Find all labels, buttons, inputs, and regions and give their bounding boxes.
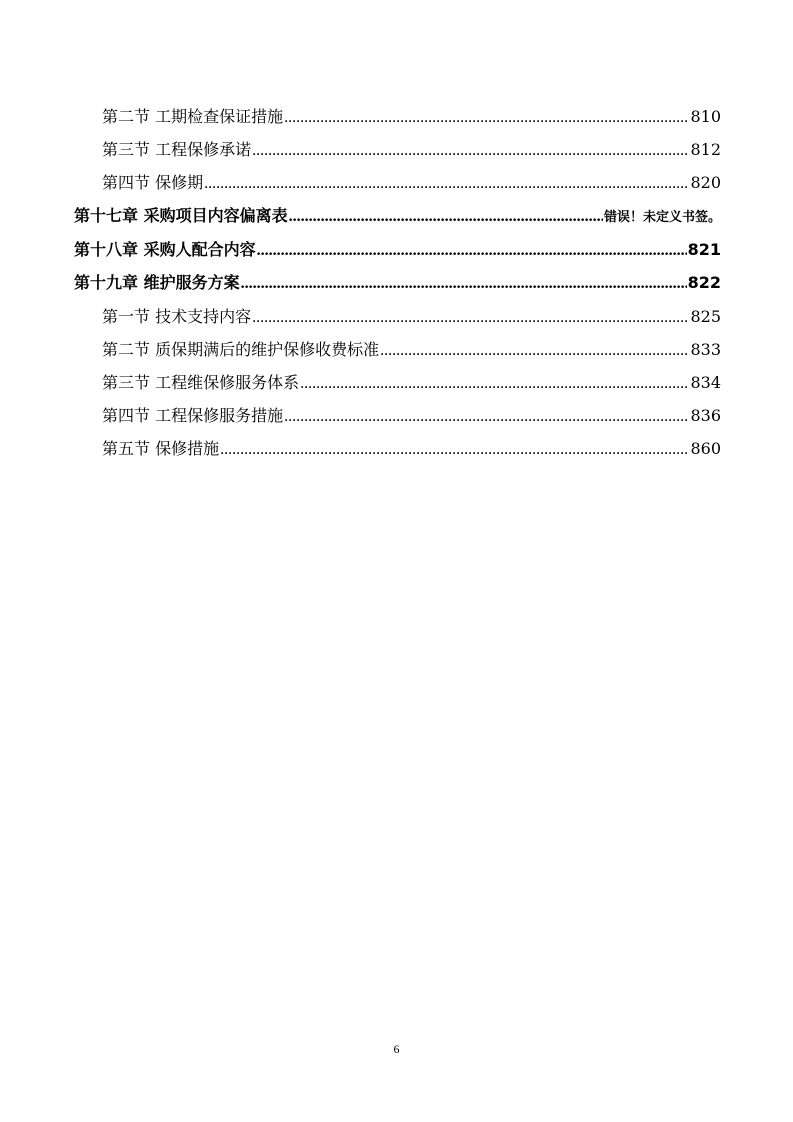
toc-entry-page: 860 [690,439,721,458]
toc-entry-page: 810 [690,107,721,126]
toc-entry-title: 第十八章 采购人配合内容 [74,240,256,259]
toc-entry[interactable] [102,339,721,361]
toc-chapter-entry[interactable] [74,205,721,227]
toc-entry[interactable] [102,438,721,460]
toc-entry[interactable] [102,306,721,328]
toc-leader-dots [220,439,689,461]
toc-entry-page: 836 [690,406,721,425]
toc-leader-dots [257,240,687,262]
toc-chapter-entry[interactable] [74,239,721,261]
toc-entry-title: 第十七章 采购项目内容偏离表 [74,206,288,225]
toc-entry-title: 第四节 保修期 [102,173,204,192]
toc-leader-dots [300,373,689,395]
toc-leader-dots [284,107,689,129]
toc-leader-dots [241,273,687,295]
toc-leader-dots [380,340,689,362]
toc-entry[interactable] [102,405,721,427]
toc-leader-dots [204,173,689,195]
toc-entry-page: 820 [690,173,721,192]
toc-entry-title: 第十九章 维护服务方案 [74,273,240,292]
toc-entry-title: 第三节 工程维保修服务体系 [102,373,300,392]
toc-entry-title: 第四节 工程保修服务措施 [102,406,284,425]
toc-entry-title: 第二节 质保期满后的维护保修收费标准 [102,340,380,359]
toc-entry-page: 833 [690,340,721,359]
toc-entry-page: 821 [687,240,721,259]
toc-entry-title: 第一节 技术支持内容 [102,307,252,326]
toc-leader-dots [252,140,689,162]
toc-entry[interactable] [102,372,721,394]
toc-entry[interactable] [102,172,721,194]
toc-entry-title: 第三节 工程保修承诺 [102,140,252,159]
toc-entry[interactable] [102,139,721,161]
toc-chapter-entry[interactable] [74,272,721,294]
toc-leader-dots [289,206,603,228]
toc-entry-page: 822 [687,273,721,292]
toc-entry-page: 825 [690,307,721,326]
page-number: 6 [393,1042,400,1056]
toc-entry-page: 834 [690,373,721,392]
toc-entry-page: 812 [690,140,721,159]
toc-bookmark-error: 错误！未定义书签。 [603,210,721,225]
toc-entry[interactable] [102,106,721,128]
toc-entry-title: 第二节 工期检查保证措施 [102,107,284,126]
toc-entry-title: 第五节 保修措施 [102,439,220,458]
toc-leader-dots [284,406,689,428]
toc-leader-dots [252,307,689,329]
